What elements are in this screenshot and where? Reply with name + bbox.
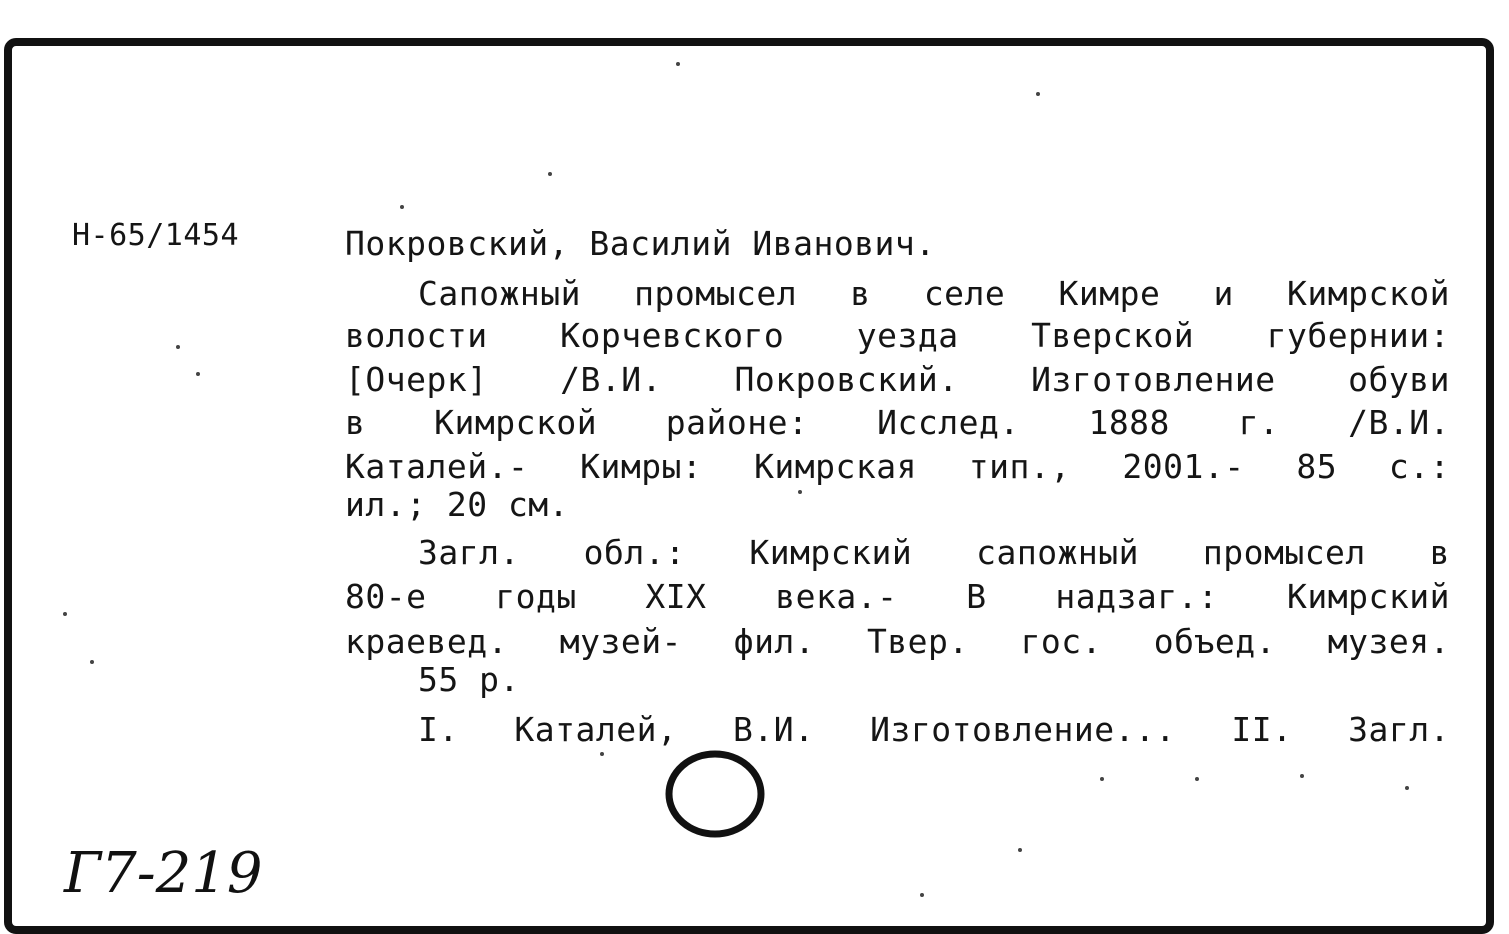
speck [196, 372, 200, 376]
speck [676, 62, 680, 66]
note-line-2: 80-е годы XIX века.- В надзаг.: Кимрский [345, 577, 1450, 616]
handwritten-number-text: Г7-219 [64, 841, 263, 906]
note-line-3: краевед. музей- фил. Твер. гос. объед. музея. [345, 622, 1450, 661]
shelf-mark: Н-65/1454 [72, 218, 240, 253]
speck [1100, 777, 1104, 781]
speck [400, 205, 404, 209]
body-line-6: ил.; 20 см. [345, 485, 570, 524]
speck [920, 893, 924, 897]
body-line-3: [Очерк] /В.И. Покровский. Изготовление обуви [345, 360, 1450, 399]
body-line-2: волости Корчевского уезда Тверской губернии: [345, 316, 1450, 355]
speck [1036, 92, 1040, 96]
body-line-5: Каталей.- Кимры: Кимрская тип., 2001.- 85 с.: [345, 447, 1450, 486]
punched-hole-circle [660, 748, 770, 843]
speck [1018, 848, 1022, 852]
author-heading: Покровский, Василий Иванович. [345, 224, 936, 263]
tracings: I. Каталей, В.И. Изготовление... II. Загл. [418, 710, 1450, 749]
speck [63, 612, 67, 616]
speck [548, 172, 552, 176]
note-line-1: Загл. обл.: Кимрский сапожный промысел в [418, 533, 1450, 572]
speck [600, 752, 604, 756]
speck [176, 345, 180, 349]
speck [1300, 774, 1304, 778]
speck [1405, 786, 1409, 790]
body-line-1: Сапожный промысел в селе Кимре и Кимрской [418, 274, 1450, 313]
speck [1195, 777, 1199, 781]
speck [90, 660, 94, 664]
handwritten-inventory-number [60, 830, 270, 910]
price: 55 р. [418, 660, 520, 699]
body-line-4: в Кимрской районе: Исслед. 1888 г. /В.И. [345, 403, 1450, 442]
speck [798, 490, 802, 494]
